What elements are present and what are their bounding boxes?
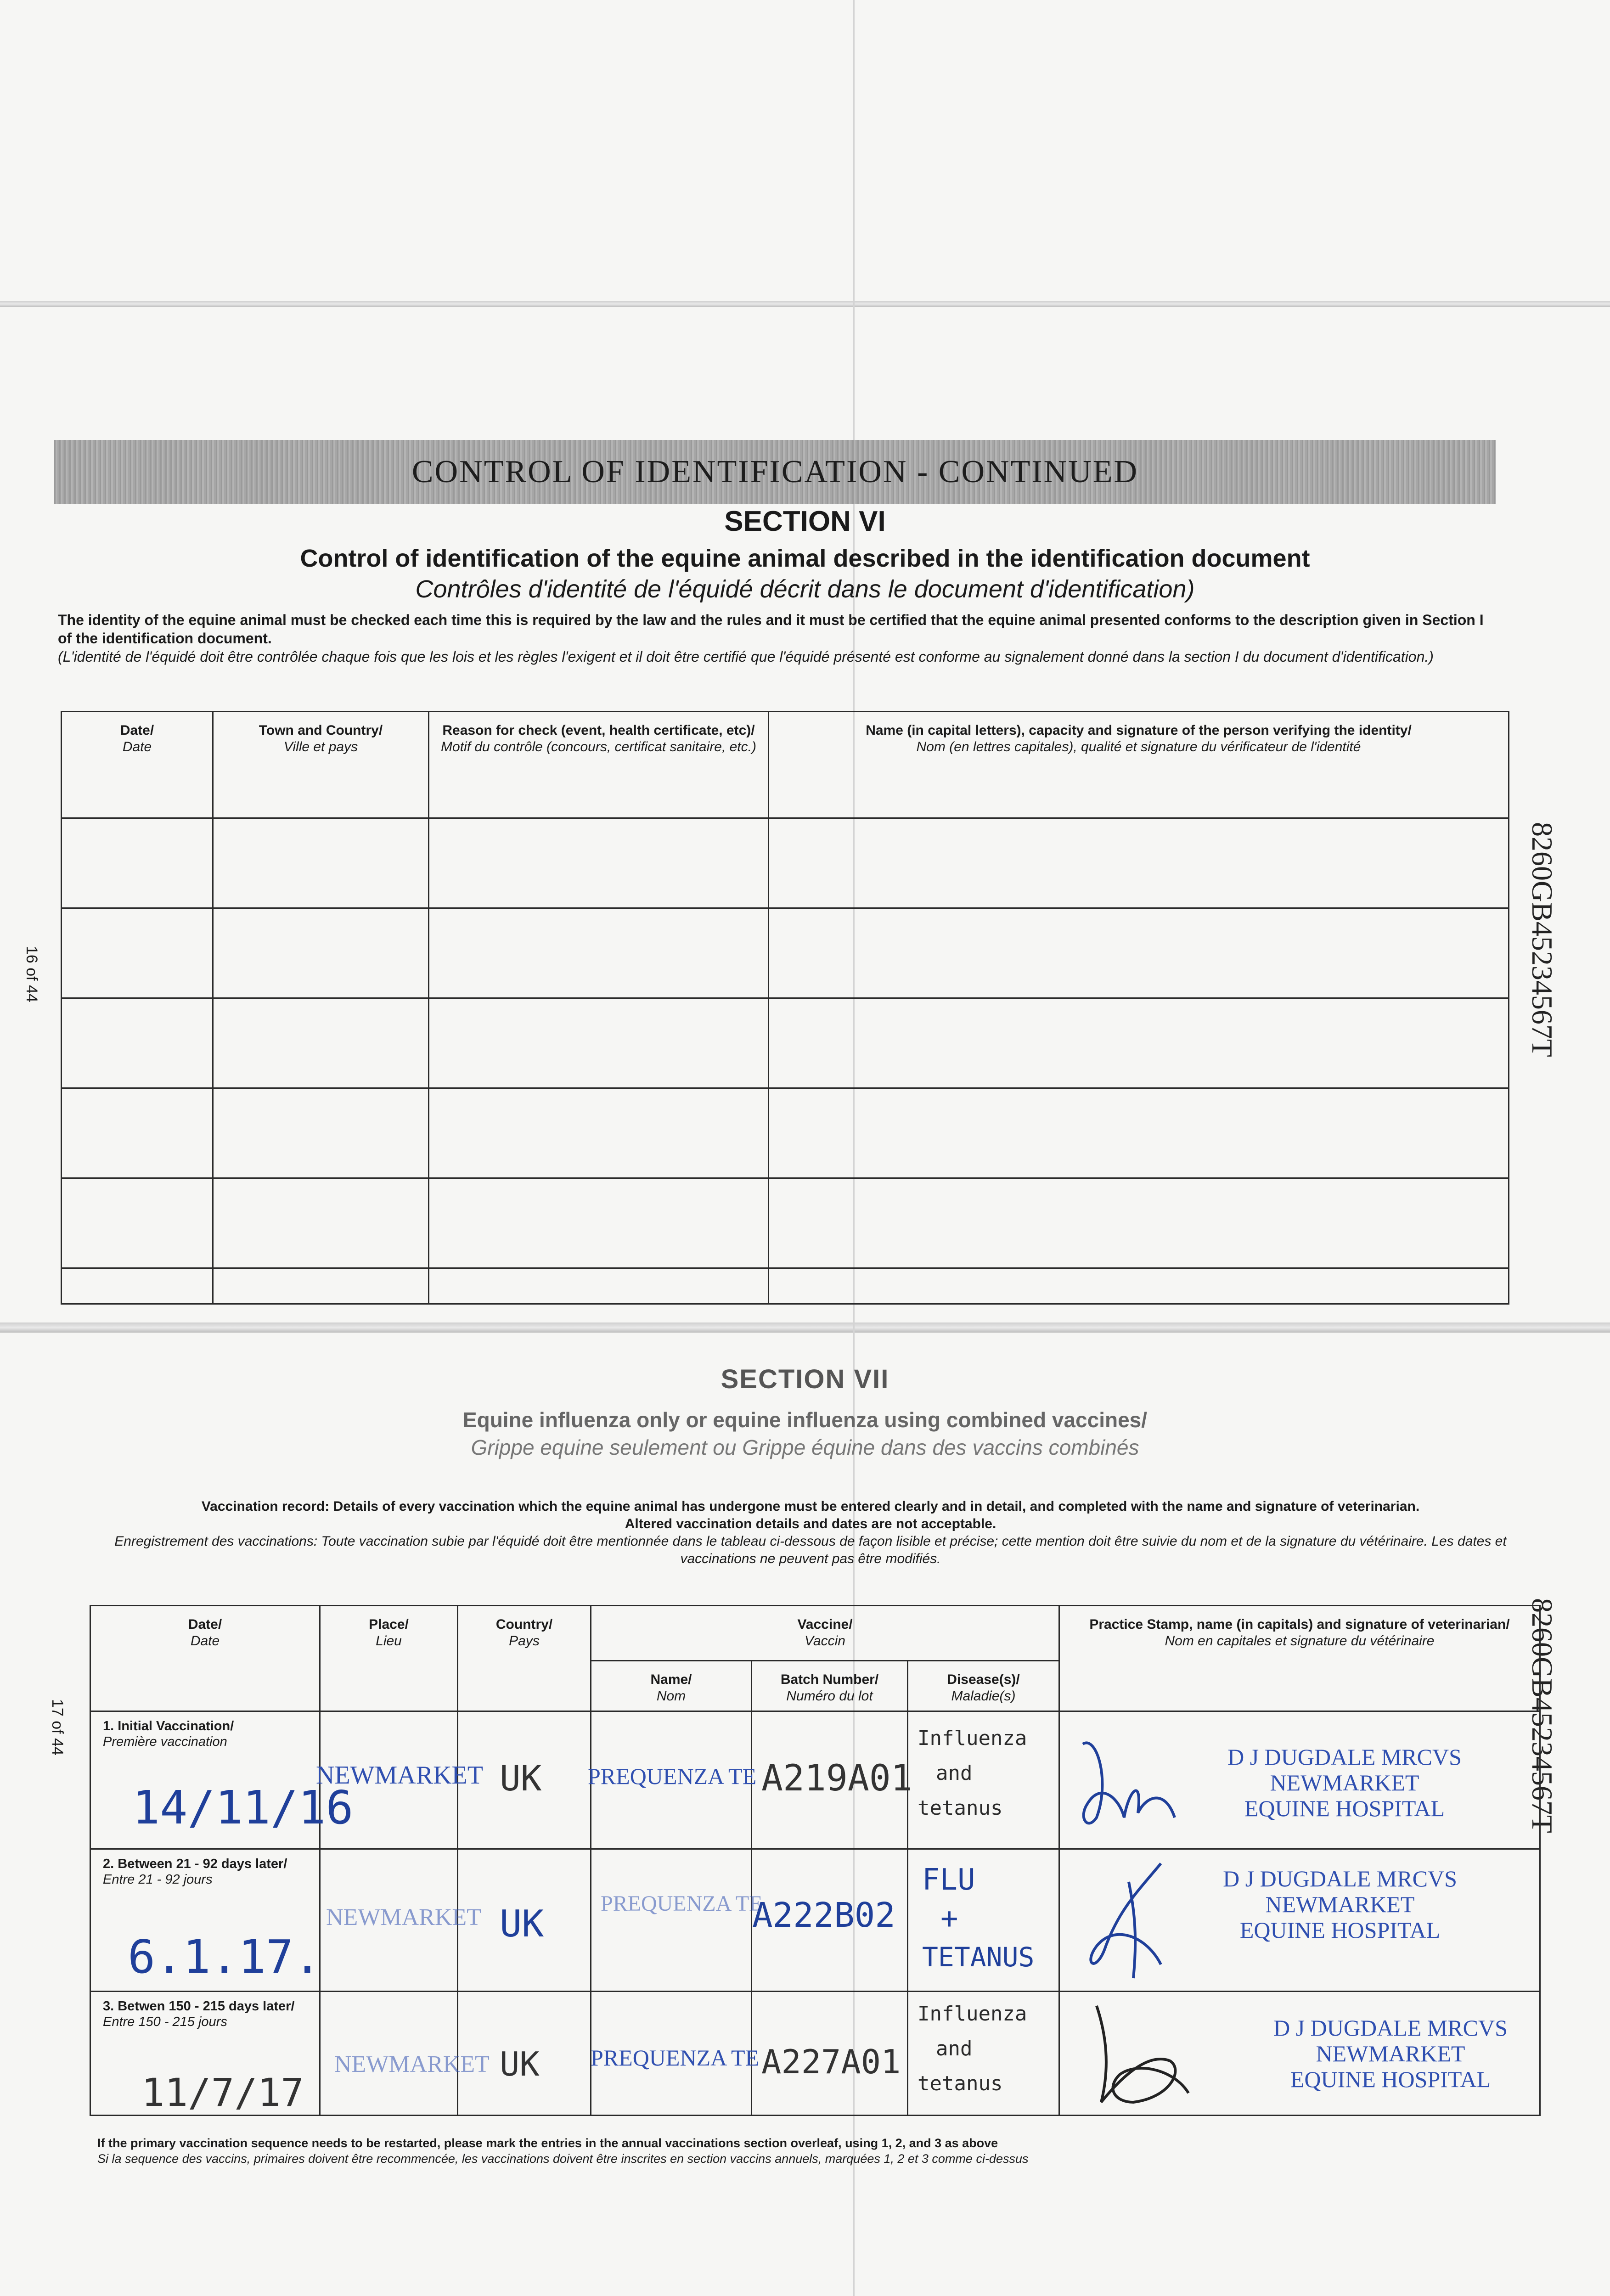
section-banner [54,440,1496,504]
col-place: Place/ Lieu [320,1606,458,1711]
record-en-2: Altered vaccination details and dates are not acceptable. [625,1516,996,1531]
place-cell[interactable] [320,1992,490,2116]
vaccine-name-stamp: PREQUENZA TE [591,2045,760,2071]
section6-title-fr: Contrôles d'identité de l'équidé décrit dans le document d'identification) [415,575,1195,603]
table-row [62,998,1509,1088]
country-cell[interactable] [458,1992,591,2116]
section7-title-en: Equine influenza only or equine influenza using combined vaccines/ [462,1408,1148,1432]
vaccination-row [90,1992,1540,2116]
disease-text: Influenza and tetanus [918,2002,1027,2095]
row-label: 2. Between 21 - 92 days later/ Entre 21 - 92 jours [103,1857,287,1887]
vaccination-date: 6.1.17. [128,1930,321,1984]
country: UK [500,1758,542,1799]
vaccination-date: 11/7/17 [141,2070,304,2115]
empty-cell[interactable] [62,1268,213,1304]
empty-cell[interactable] [429,1178,769,1268]
empty-cell[interactable] [62,1088,213,1178]
disease-cell[interactable] [908,1992,1059,2116]
empty-cell[interactable] [213,1178,429,1268]
col-verifier: Name (in capital letters), capacity and signature of the person verifying the identity/ Nom (en lettres capitales), qualité et signature du vérificateur de l'identité [769,712,1509,818]
vaccine-name-stamp: PREQUENZA TE [601,1891,763,1916]
col-practice-stamp: Practice Stamp, name (in capitals) and signature of veterinarian/ Nom en capitales et signature du vétérinaire [1059,1606,1540,1711]
col-date: Date/ Date [62,712,213,818]
empty-cell[interactable] [213,818,429,908]
table-row [62,818,1509,908]
vaccination-row [90,1849,1540,1992]
empty-cell[interactable] [213,1268,429,1304]
empty-cell[interactable] [769,1178,1509,1268]
disease-text: Influenza and tetanus [918,1727,1027,1820]
col-reason: Reason for check (event, health certificate, etc)/ Motif du contrôle (concours, certificat sanitaire, etc.) [429,712,769,818]
place-stamp: NEWMARKET [334,2051,490,2077]
col-vacc-date: Date/ Date [90,1606,320,1711]
col-vaccine: Vaccine/ Vaccin [591,1606,1059,1661]
disease-cell[interactable] [908,1711,1059,1849]
practice-stamp: D J DUGDALE MRCVS NEWMARKET EQUINE HOSPITAL [1273,2015,1508,2092]
footnote [97,2135,1521,2167]
empty-cell[interactable] [769,1268,1509,1304]
row-label: 3. Betwen 150 - 215 days later/ Entre 150 - 215 jours [103,1999,295,2029]
identity-table-header [62,712,1509,818]
batch-number: A222B02 [752,1896,895,1935]
stamp-signature-cell[interactable] [1059,1711,1540,1849]
table-row [62,908,1509,998]
vaccination-date: 14/11/16 [132,1781,354,1835]
banner-title: CONTROL OF IDENTIFICATION - CONTINUED [411,454,1139,490]
practice-stamp: D J DUGDALE MRCVS NEWMARKET EQUINE HOSPITAL [1223,1866,1457,1943]
stamp-signature-cell[interactable] [1059,1992,1540,2116]
col-batch-number: Batch Number/ Numéro du lot [752,1661,908,1711]
side-code-top: 8260GB45234567T [1526,822,1559,1057]
empty-cell[interactable] [62,818,213,908]
empty-cell[interactable] [429,998,769,1088]
place-cell[interactable] [320,1849,481,1992]
veterinarian-signature [1069,1726,1188,1845]
veterinarian-signature [1069,1854,1198,1987]
vaccination-date-cell[interactable] [90,1711,354,1849]
veterinarian-signature [1078,1997,1198,2111]
side-code-bottom: 8260GB45234567T [1526,1598,1559,1833]
stamp-signature-cell[interactable] [1059,1849,1540,1992]
country-cell[interactable] [458,1849,591,1992]
batch-cell[interactable] [752,1849,908,1992]
vaccine-name-cell[interactable] [588,1711,757,1849]
vaccine-name-stamp: PREQUENZA TE [588,1763,757,1789]
page-number-16: 16 of 44 [23,946,40,1002]
empty-cell[interactable] [769,908,1509,998]
footnote-fr: Si la sequence des vaccins, primaires doivent être recommencée, les vaccinations doivent être inscrites en section vaccins annuels, marquées 1, 2 et 3 comme ci-dessus [97,2152,1029,2166]
table-row [62,1268,1509,1304]
country: UK [500,1902,544,1945]
page-fold [0,1322,1610,1333]
col-vaccine-name: Name/ Nom [591,1661,752,1711]
batch-number: A219A01 [761,1758,912,1799]
col-town-country: Town and Country/ Ville et pays [213,712,429,818]
empty-cell[interactable] [62,998,213,1088]
record-fr: Enregistrement des vaccinations: Toute vaccination subie par l'équidé doit être mentionnée dans le tableau ci-dessous de façon lisible et précise; cette mention doit être suivie du nom et de la signature du vétérinaire. Les dates et vaccinations ne peuvent pas être modifiés. [114,1534,1507,1566]
vaccination-date-cell[interactable] [90,1992,320,2116]
table-row [62,1088,1509,1178]
empty-cell[interactable] [213,908,429,998]
empty-cell[interactable] [62,1178,213,1268]
empty-cell[interactable] [213,998,429,1088]
vaccination-table [90,1605,1541,2116]
empty-cell[interactable] [769,998,1509,1088]
table-row [62,1178,1509,1268]
empty-cell[interactable] [213,1088,429,1178]
empty-cell[interactable] [429,908,769,998]
footnote-en: If the primary vaccination sequence needs to be restarted, please mark the entries in the annual vaccinations section overleaf, using 1, 2, and 3 as above [97,2136,998,2150]
col-country: Country/ Pays [458,1606,591,1711]
vaccination-row [90,1711,1540,1849]
empty-cell[interactable] [62,908,213,998]
empty-cell[interactable] [429,1268,769,1304]
record-en: Vaccination record: Details of every vaccination which the equine animal has undergone must be entered clearly and in detail, and completed with the name and signature of veterinarian. [201,1499,1420,1514]
page-top-edge [0,301,1610,307]
identity-check-table [61,711,1509,1305]
empty-cell[interactable] [769,1088,1509,1178]
vaccine-name-cell[interactable] [591,1992,760,2116]
country: UK [500,2045,540,2083]
vaccination-header-row-1 [90,1606,1540,1661]
disease-text: FLU + TETANUS [922,1863,1035,1973]
vaccination-date-cell[interactable] [90,1849,320,1992]
section6-intro-en: The identity of the equine animal must be checked each time this is required by the law and the rules and it must be certified that the equine animal presented conforms to the description given in Section I of the identification document. [58,612,1484,647]
vaccine-name-cell[interactable] [591,1849,763,1992]
vaccination-record-note [96,1498,1525,1568]
disease-cell[interactable] [908,1849,1059,1992]
country-cell[interactable] [458,1711,591,1849]
place-stamp: NEWMARKET [326,1904,481,1930]
section6-intro-fr: (L'identité de l'équidé doit être contrôlée chaque fois que les lois et les règles l'exigent et il doit être certifié que l'équidé présenté est conforme au signalement donné dans la section I du document d'identification.) [58,648,1434,665]
section6-title-en: Control of identification of the equine animal described in the identification document [300,545,1310,572]
place-cell[interactable] [316,1711,483,1849]
section6-heading: SECTION VI [724,506,886,537]
batch-cell[interactable] [752,1992,908,2116]
col-disease: Disease(s)/ Maladie(s) [908,1661,1059,1711]
batch-cell[interactable] [752,1711,912,1849]
empty-cell[interactable] [429,818,769,908]
empty-cell[interactable] [429,1088,769,1178]
section6-intro [58,611,1495,666]
section7-title-fr: Grippe equine seulement ou Grippe équine dans des vaccins combinés [471,1435,1139,1459]
section7-heading: SECTION VII [721,1364,889,1394]
page-number-17: 17 of 44 [49,1699,66,1756]
practice-stamp: D J DUGDALE MRCVS NEWMARKET EQUINE HOSPITAL [1227,1744,1462,1821]
batch-number: A227A01 [761,2043,901,2081]
empty-cell[interactable] [769,818,1509,908]
place-stamp: NEWMARKET [316,1761,483,1790]
row-label: 1. Initial Vaccination/ Première vaccination [103,1719,234,1749]
